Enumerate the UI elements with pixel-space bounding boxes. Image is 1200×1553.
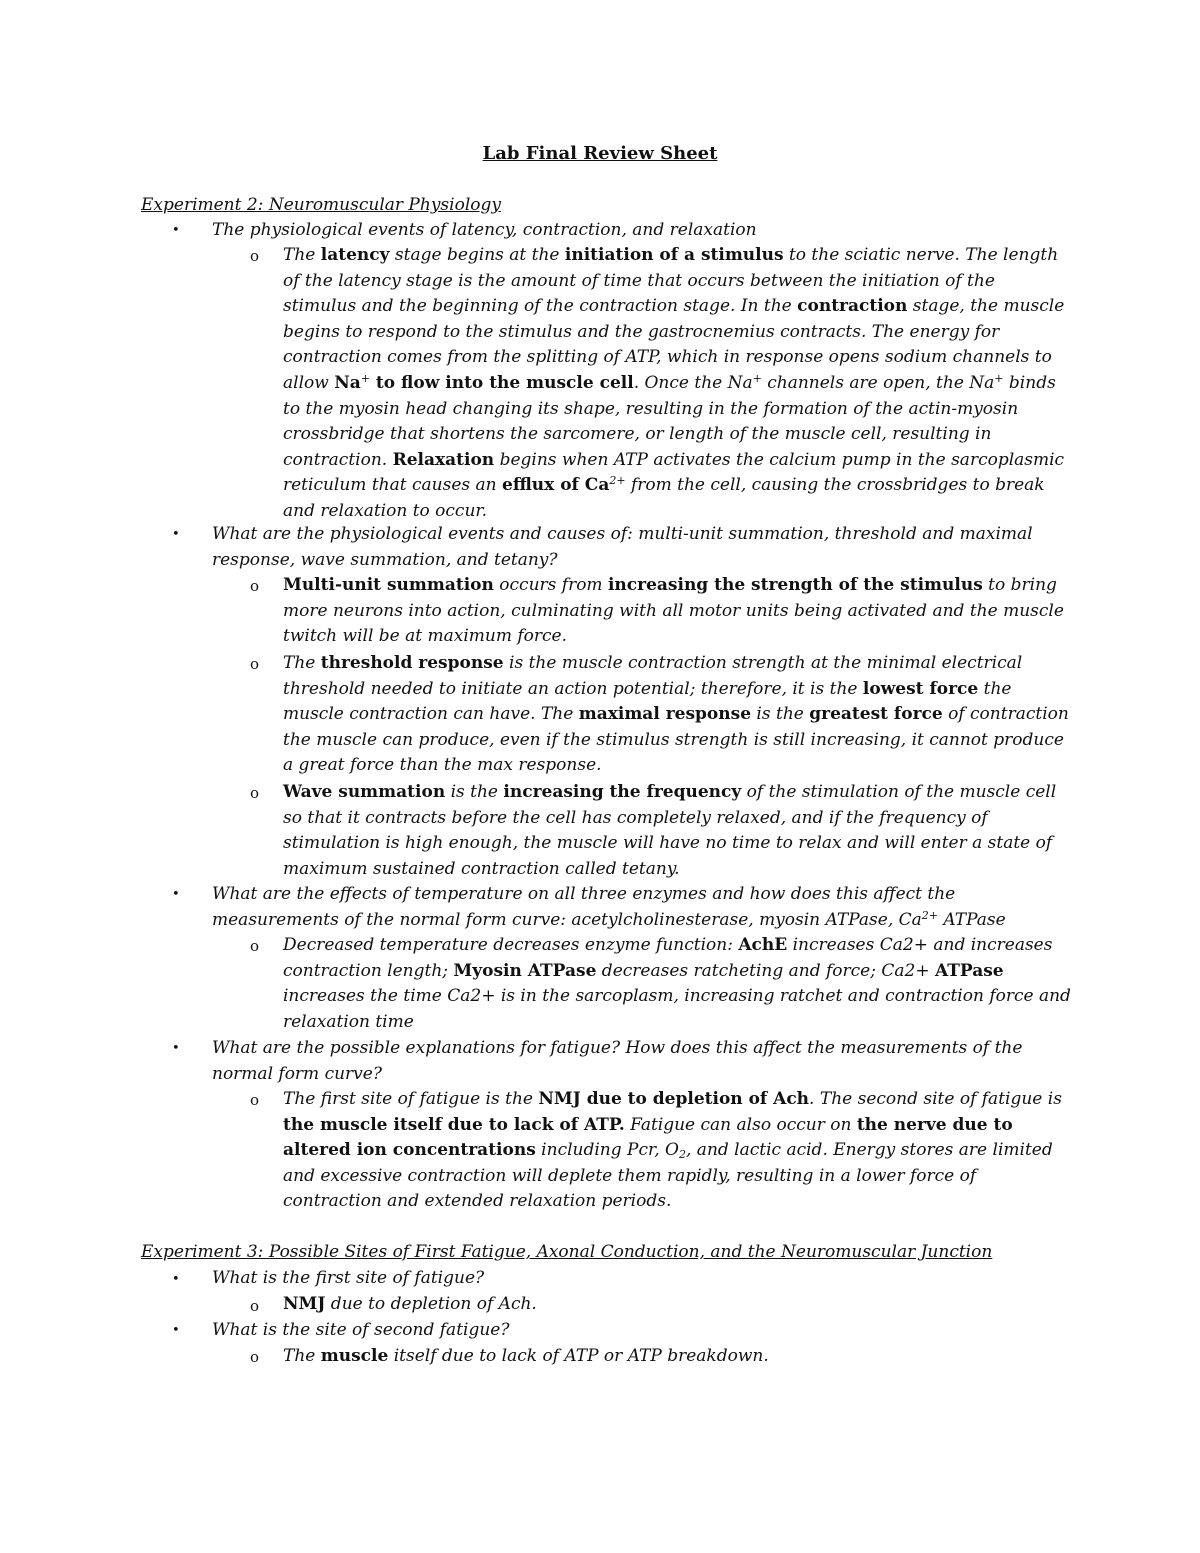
answer-second-fatigue: The muscle itself due to lack of ATP or ATP breakdown. [283,1346,769,1366]
sub-bullet-icon: o [250,1348,260,1366]
question-second-fatigue: What is the site of second fatigue? [212,1320,510,1340]
question-temperature: What are the effects of temperature on all three enzymes and how does this affect the measurements of the normal form curve: acetylcholinesterase, myosin ATPase, $Ca^{2+}$ ATPase [212,884,1006,930]
bullet-icon: • [172,527,180,542]
answer-temperature: Decreased temperature decreases enzyme function: AchE increases Ca2+ and increases contraction length; Myosin ATPase decreases ratcheting and force; Ca2+ ATPase increases the time Ca2+ is in the sarcoplasm, increasing ratchet and contraction force and relaxation time [283,935,1071,1032]
sub-bullet-icon: o [250,577,260,595]
bullet-icon: • [172,1323,180,1338]
bullet-icon: • [172,887,180,902]
bullet-icon: • [172,223,180,238]
sub-bullet-icon: o [250,247,260,265]
sub-bullet-icon: o [250,937,260,955]
question-first-fatigue: What is the first site of fatigue? [212,1268,485,1288]
answer-wave-summation: Wave summation is the increasing the frequency of the stimulation of the muscle cell so that it contracts before the cell has completely relaxed, and if the frequency of stimulation is high enough, the muscle will have no time to relax and will enter a state of maximum sustained contraction called tetany. [283,782,1057,879]
section-heading-experiment-3: Experiment 3: Possible Sites of First Fatigue, Axonal Conduction, and the Neuromuscular Junction [141,1242,993,1262]
question-latency-contraction: The physiological events of latency, contraction, and relaxation [212,220,757,240]
question-summation: What are the physiological events and causes of: multi-unit summation, threshold and maximal response, wave summation, and tetany? [212,524,1033,570]
sub-bullet-icon: o [250,1297,260,1315]
answer-first-fatigue: NMJ due to depletion of Ach. [283,1294,537,1314]
section-heading-experiment-2: Experiment 2: Neuromuscular Physiology [141,195,501,215]
sub-bullet-icon: o [250,655,260,673]
bullet-icon: • [172,1272,180,1287]
answer-threshold-maximal: The threshold response is the muscle contraction strength at the minimal electrical threshold needed to initiate an action potential; therefore, it is the lowest force the muscle contraction can have. The maximal response is the greatest force of contraction the muscle can produce, even if the stimulus strength is still increasing, it cannot produce a great force than the max response. [283,653,1069,776]
sub-bullet-icon: o [250,1091,260,1109]
answer-multi-unit-summation: Multi-unit summation occurs from increasing the strength of the stimulus to bring more neurons into action, culminating with all motor units being activated and the muscle twitch will be at maximum force. [283,575,1064,647]
bullet-icon: • [172,1041,180,1056]
answer-fatigue: The first site of fatigue is the NMJ due to depletion of Ach. The second site of fatigue is the muscle itself due to lack of ATP. Fatigue can also occur on the nerve due to altered ion concentrations including Pcr, $O_2$, and lactic acid. Energy stores are limited and excessive contraction will deplete them rapidly, resulting in a lower force of contraction and extended relaxation periods. [283,1089,1062,1212]
answer-latency-contraction: The latency stage begins at the initiation of a stimulus to the sciatic nerve. The length of the latency stage is the amount of time that occurs between the initiation of the stimulus and the beginning of the contraction stage. In the contraction stage, the muscle begins to respond to the stimulus and the gastrocnemius contracts. The energy for contraction comes from the splitting of ATP, which in response opens sodium channels to allow Na+ to flow into the muscle cell. Once the Na+ channels are open, the Na+ binds to the myosin head changing its shape, resulting in the formation of the actin-myosin crossbridge that shortens the sarcomere, or length of the muscle cell, resulting in contraction. Relaxation begins when ATP activates the calcium pump in the sarcoplasmic reticulum that causes an efflux of $Ca^{2+}$ from the cell, causing the crossbridges to break and relaxation to occur. [283,245,1065,521]
page-title: Lab Final Review Sheet [482,143,718,164]
question-fatigue: What are the possible explanations for fatigue? How does this affect the measurements of the normal form curve? [212,1038,1023,1084]
sub-bullet-icon: o [250,784,260,802]
